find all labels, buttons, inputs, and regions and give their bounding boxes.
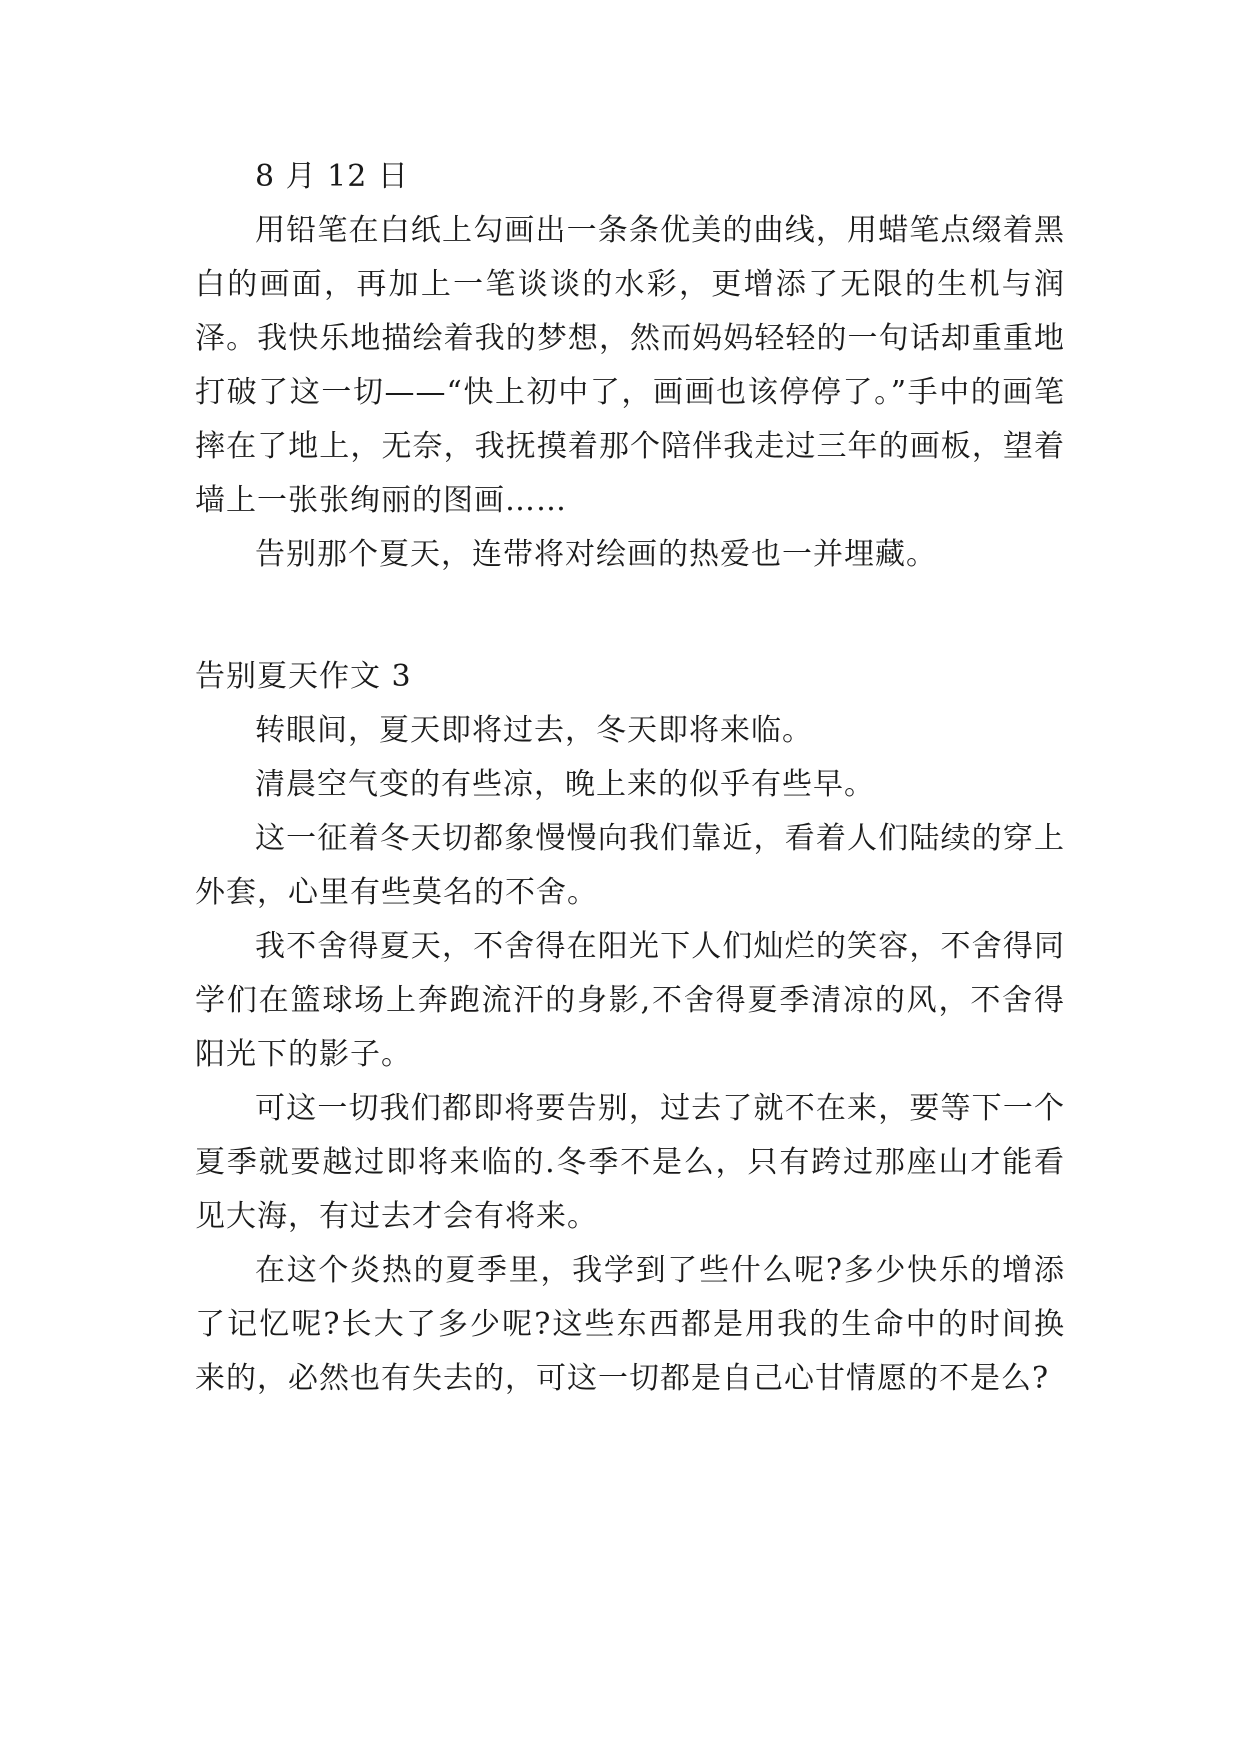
paragraph-winter-approach: 这一征着冬天切都象慢慢向我们靠近，看着人们陆续的穿上外套，心里有些莫名的不舍。: [195, 821, 1065, 910]
paragraph-farewell: 可这一切我们都即将要告别，过去了就不在来，要等下一个夏季就要越过即将来临的.冬季不是么，只有跨过那座山才能看见大海，有过去才会有将来。: [195, 1091, 1065, 1234]
paragraph-season-change: 转眼间，夏天即将过去，冬天即将来临。: [255, 713, 813, 748]
paragraph-miss-summer: 我不舍得夏天，不舍得在阳光下人们灿烂的笑容，不舍得同学们在篮球场上奔跑流汗的身影,不舍得夏季清凉的风，不舍得阳光下的影子。: [195, 929, 1065, 1072]
paragraph-morning-cool: 清晨空气变的有些凉，晚上来的似乎有些早。: [255, 767, 875, 802]
document-body: [195, 150, 1065, 1406]
paragraph-reflection: 在这个炎热的夏季里，我学到了些什么呢?多少快乐的增添了记忆呢?长大了多少呢?这些东西都是用我的生命中的时间换来的，必然也有失去的，可这一切都是自己心甘情愿的不是么?: [195, 1253, 1065, 1396]
section-title: 告别夏天作文 3: [195, 659, 412, 694]
entry-date: 8 月 12 日: [255, 159, 409, 194]
section-spacer: [195, 582, 1065, 650]
paragraph-farewell-summer: 告别那个夏天，连带将对绘画的热爱也一并埋藏。: [255, 537, 937, 572]
paragraph-drawing: 用铅笔在白纸上勾画出一条条优美的曲线，用蜡笔点缀着黑白的画面，再加上一笔谈谈的水彩，更增添了无限的生机与润泽。我快乐地描绘着我的梦想，然而妈妈轻轻的一句话却重重地打破了这一切——“快上初中了，画画也该停停了。”手中的画笔摔在了地上，无奈，我抚摸着那个陪伴我走过三年的画板，望着墙上一张张绚丽的图画……: [195, 213, 1065, 518]
